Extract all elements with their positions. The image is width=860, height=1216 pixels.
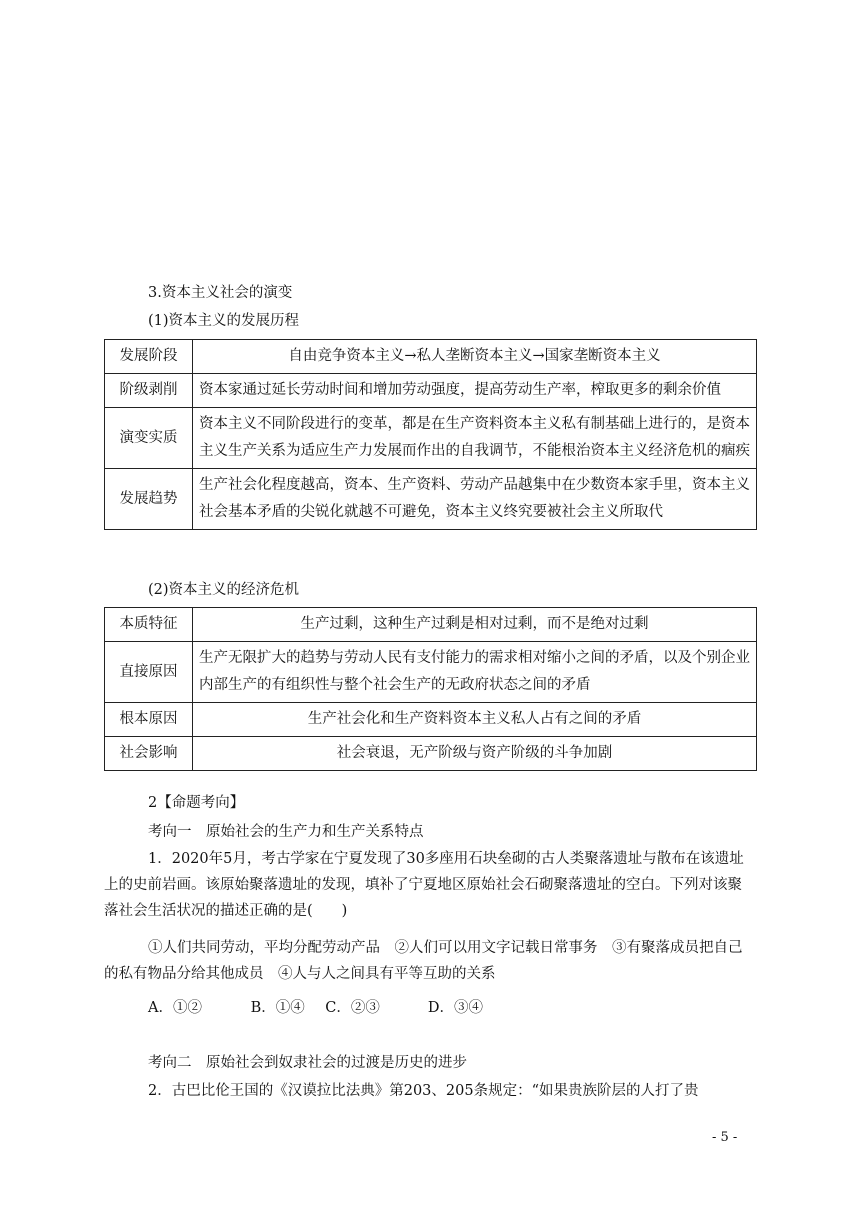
row-content: 自由竞争资本主义→私人垄断资本主义→国家垄断资本主义 [193,340,757,374]
row-content: 生产社会化和生产资料资本主义私人占有之间的矛盾 [193,703,757,737]
row-content: 资本主义不同阶段进行的变革，都是在生产资料资本主义私有制基础上进行的，是资本主义生产关系为适应生产力发展而作出的自我调节，不能根治资本主义经济危机的痼疾 [193,408,757,469]
direction-two-title: 考向二 原始社会到奴隶社会的过渡是历史的进步 [148,1055,467,1071]
row-label: 发展趋势 [105,469,193,530]
section-heading: 3.资本主义社会的演变 [148,285,293,301]
table-row [105,703,757,737]
crisis-table [104,607,757,771]
question-1-options [148,998,483,1018]
directions-heading: 2【命题考向】 [148,795,245,811]
question-2-stem: 2．古巴比伦王国的《汉谟拉比法典》第203、205条规定：“如果贵族阶层的人打了贵 [148,1083,699,1099]
question-1-statements: ①人们共同劳动，平均分配劳动产品 ②人们可以用文字记载日常事务 ③有聚落成员把自己的私有物品分给其他成员 ④人与人之间具有平等互助的关系 [104,940,743,982]
row-label: 根本原因 [105,703,193,737]
row-label: 阶级剥削 [105,374,193,408]
option-a[interactable]: A．①② [148,1000,202,1016]
row-label: 发展阶段 [105,340,193,374]
row-label: 直接原因 [105,642,193,703]
subheading-crisis: (2)资本主义的经济危机 [148,582,300,598]
table-row [105,340,757,374]
question-1-stem: 1．2020年5月，考古学家在宁夏发现了30多座用石块垒砌的古人类聚落遗址与散布在该遗址上的史前岩画。该原始聚落遗址的发现，填补了宁夏地区原始社会石砌聚落遗址的空白。下列对该聚落社会生活状况的描述正确的是( ) [104,851,744,919]
table-row [105,737,757,771]
option-d[interactable]: D．③④ [427,1000,483,1016]
row-content: 生产无限扩大的趋势与劳动人民有支付能力的需求相对缩小之间的矛盾，以及个别企业内部生产的有组织性与整个社会生产的无政府状态之间的矛盾 [193,642,757,703]
page-number: - 5 - [712,1130,738,1145]
direction-one-title: 考向一 原始社会的生产力和生产关系特点 [148,824,424,840]
table-row [105,374,757,408]
option-c[interactable]: C．②③ [325,1000,380,1016]
table-row [105,408,757,469]
row-content: 生产过剩，这种生产过剩是相对过剩，而不是绝对过剩 [193,608,757,642]
row-label: 本质特征 [105,608,193,642]
row-label: 社会影响 [105,737,193,771]
row-content: 生产社会化程度越高，资本、生产资料、劳动产品越集中在少数资本家手里，资本主义社会基本矛盾的尖锐化就越不可避免，资本主义终究要被社会主义所取代 [193,469,757,530]
row-content: 社会衰退，无产阶级与资产阶级的斗争加剧 [193,737,757,771]
table-row [105,642,757,703]
subheading-development: (1)资本主义的发展历程 [148,313,300,329]
row-content: 资本家通过延长劳动时间和增加劳动强度，提高劳动生产率，榨取更多的剩余价值 [193,374,757,408]
table-row [105,608,757,642]
option-b[interactable]: B．①④ [250,1000,305,1016]
table-row [105,469,757,530]
development-table [104,339,757,530]
row-label: 演变实质 [105,408,193,469]
